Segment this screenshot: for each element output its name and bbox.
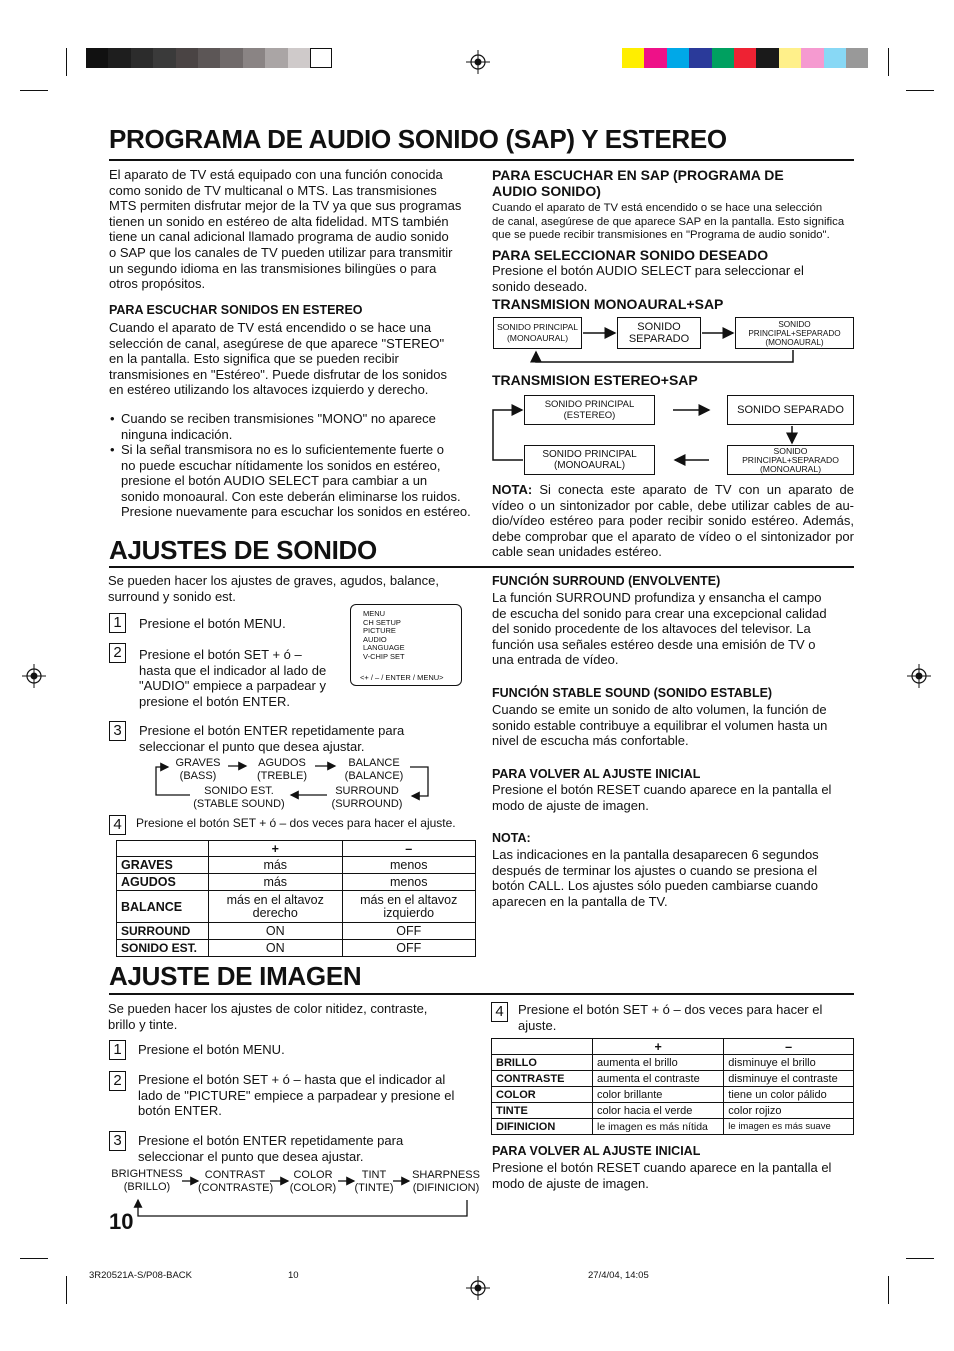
text-line: Presione el botón SET + ó – hasta que el indicador al [138,1072,446,1087]
text-line: vídeo o un sintonizador por cable, debe utilizar cables de au- [492,497,854,513]
row-label: GRAVES [117,857,209,874]
text-line: PRINCIPAL+SEPARADO [748,328,841,338]
text-line: hasta que el indicador al lado de [139,662,327,678]
row-label: DIFINICION [492,1119,593,1135]
text-line: ajuste. [518,1017,557,1033]
text-line: menos [389,874,428,889]
color-swatch [198,48,220,68]
text-line: OFF [396,923,422,938]
text-line: seleccionar el punto que desea ajustar. [138,1148,364,1164]
text-line: Si conecta este aparato de TV con un aparato de [539,482,854,497]
text-line: más en el altavoz [226,892,324,907]
text-line: "AUDIO" empiece a parpadear y [139,678,326,694]
table-cell [117,841,209,857]
text-line: modo de ajuste de imagen. [492,797,649,813]
text-line: (STABLE SOUND) [193,798,285,810]
color-swatch [265,48,287,68]
text-line: en la pantalla. Esto significa que se pueden recibir [109,351,399,367]
color-swatch [153,48,175,68]
table-row [492,1087,854,1103]
flow-arrows [480,390,860,490]
reset-heading: PARA VOLVER AL AJUSTE INICIAL [492,1144,701,1158]
color-swatch [176,48,198,68]
step-number: 2 [109,643,126,663]
row-label: TINTE [492,1103,593,1119]
stable-text [492,702,857,749]
text-line: Se pueden hacer los ajustes de color nitidez, contraste, [108,1001,428,1016]
text-line: El aparato de TV está equipado con una función conocida [109,167,443,182]
color-swatch [779,48,801,68]
color-swatch [220,48,242,68]
text-line: no puede escuchar nítidamente los sonidos en estéreo, [121,457,441,473]
text-line: nivel de escucha más confortable. [492,733,689,749]
crop-mark [906,1258,934,1259]
text-line: AGUDOS [258,757,306,769]
table-header-minus: – [342,841,476,857]
text-line: debe comprobar que el aparato de vídeo o el sintonizador por [492,528,854,544]
text-line: ninguna indicación. [121,426,233,442]
cell-plus [209,891,343,923]
bullet-mono [121,411,481,442]
text-line: CONTRAST [204,1169,266,1181]
flow-arrows [150,755,440,805]
step-text [138,1133,403,1164]
cell-minus: le imagen es más suave [724,1119,854,1135]
text-line: botón ENTER. [138,1103,222,1119]
color-swatch [310,48,332,68]
text-line: que se puede recibir transmisiones en "Programa de audio sonido". [492,229,830,242]
text-line: Presione nuevamente para escuchar los sonidos en estéreo. [121,504,471,520]
text-line: MTS permiten disfrutar mejor de la TV ya que sus programas [109,198,462,214]
text-line: SONIDO SEPARADO [737,403,844,416]
menu-footer: <+ / – / ENTER / MENU> [360,672,444,682]
section-title-sap: PROGRAMA DE AUDIO SONIDO (SAP) Y ESTEREO [109,124,727,154]
row-label: COLOR [492,1087,593,1103]
menu-line: LANGUAGE [363,643,405,653]
cell-plus [209,874,343,891]
row-label: BALANCE [117,891,209,923]
text-line: sonido estable contribuye a equilibrar el volumen hasta un [492,717,828,733]
crop-mark [20,1258,48,1259]
text-line: transmisiones en "Estéreo". Puede disfrutar de los sonidos [109,366,448,382]
text-line: como sonido de TV multicanal o MTS. Las transmisiones [109,182,437,198]
text-line: una entrada de vídeo. [492,652,619,668]
section-title-picture: AJUSTE DE IMAGEN [109,961,362,991]
text-line: ON [265,940,285,955]
text-line: (MONOAURAL) [759,463,822,474]
cell-plus: le imagen es más nítida [593,1119,724,1135]
text-line: del sonido procedente de los altavoces del televisor. La [492,621,811,637]
text-line: botón CALL. Los ajustes sólo pueden cambiarse cuando [492,878,818,894]
section-title-sound: AJUSTES DE SONIDO [109,535,377,565]
menu-line: V-CHIP SET [363,651,405,661]
mono-sap-heading: TRANSMISION MONOAURAL+SAP [492,296,724,312]
footer-page: 10 [288,1270,299,1281]
crop-mark [888,1276,889,1304]
reset-heading: PARA VOLVER AL AJUSTE INICIAL [492,767,701,781]
text-line: Presione el botón AUDIO SELECT para seleccionar el [492,263,804,278]
text-line: (MONOAURAL) [506,333,569,343]
text-line: (BALANCE) [344,770,404,782]
row-label: BRILLO [492,1055,593,1071]
text-line: aparecen en la pantalla de TV. [492,893,668,909]
text-line: Presione el botón SET + ó – dos veces para hacer el [518,1002,823,1017]
sap-intro [109,167,479,292]
row-label: SONIDO EST. [117,940,209,957]
text-line: Presione el botón ENTER repetidamente para [139,723,405,738]
text-line: (SURROUND) [331,798,403,810]
step-text [139,723,404,754]
text-line: (COLOR) [289,1182,337,1194]
registration-mark-icon [466,50,490,74]
row-label: AGUDOS [117,874,209,891]
text-line: BRIGHTNESS [111,1168,183,1180]
stereo-sap-heading: TRANSMISION ESTEREO+SAP [492,372,698,388]
color-swatch [243,48,265,68]
cell-minus [342,891,476,923]
row-label: SURROUND [117,923,209,940]
text-line: modo de ajuste de imagen. [492,1175,649,1191]
cell-minus: color rojizo [724,1103,854,1119]
text-line: Presione el botón RESET cuando aparece en la pantalla el [492,1160,832,1175]
cell-plus [209,940,343,957]
step-text: Presione el botón MENU. [138,1042,285,1057]
crop-mark [906,90,934,91]
color-swatch [712,48,734,68]
text-line: (MONOAURAL) [553,460,626,471]
text-line: otros propósitos. [109,276,206,292]
nota-heading: NOTA: [492,831,531,845]
surround-heading: FUNCIÓN SURROUND (ENVOLVENTE) [492,574,721,588]
crop-mark [20,90,48,91]
text-line: SONIDO PRINCIPAL [496,322,579,332]
select-text [492,263,852,294]
color-swatch [667,48,689,68]
text-line: sonido deseado. [492,278,588,294]
color-swatch [824,48,846,68]
text-line: SONIDO [778,319,811,329]
text-line: Presione el botón ENTER repetidamente para [138,1133,404,1148]
text-line: SONIDO EST. [204,785,274,797]
table-row [492,1103,854,1119]
reset-text [492,1160,857,1191]
cell-plus: color brillante [593,1087,724,1103]
color-swatch [846,48,868,68]
text-line: Presione el botón RESET cuando aparece en la pantalla el [492,782,832,797]
picture-intro [108,1001,478,1032]
bullet-icon: • [110,442,115,457]
table-row [117,857,476,874]
text-line: GRAVES [175,757,221,769]
step-text: Presione el botón MENU. [139,616,286,631]
text-line: (ESTEREO) [563,410,616,421]
menu-line: PICTURE [363,626,396,636]
step-text [139,647,349,709]
cell-minus [342,874,476,891]
text-line: de escucha del sonido para crear una excepcional calidad [492,605,827,621]
text-line: tiene un canal adicional llamado programa de audio sonido [109,229,449,245]
table-row [117,923,476,940]
text-line: BALANCE [348,757,400,769]
step-number: 4 [491,1002,508,1022]
text-line: PRINCIPAL+SEPARADO [742,454,839,465]
stable-heading: FUNCIÓN STABLE SOUND (SONIDO ESTABLE) [492,686,773,700]
color-swatch [734,48,756,68]
cell-minus: disminuye el contraste [724,1071,854,1087]
text-line: seleccionar el punto que desea ajustar. [139,738,365,754]
sound-adjust-table [116,840,476,957]
text-line: (CONTRASTE) [198,1182,274,1194]
text-line: Presione el botón SET + ó – [139,647,302,662]
text-line: COLOR [293,1169,333,1181]
text-line: brillo y tinte. [108,1016,178,1032]
text-line: derecho [252,905,298,920]
footer-code: 3R20521A-S/P08-BACK [89,1270,192,1281]
text-line: Se pueden hacer los ajustes de graves, agudos, balance, [108,573,440,588]
table-row [492,1071,854,1087]
crop-mark [66,48,67,76]
crop-mark [66,1276,67,1304]
text-line: SHARPNESS [412,1169,480,1181]
text-line: más en el altavoz [360,892,458,907]
sap-note [492,482,854,560]
text-line: TINT [361,1169,387,1181]
text-line: un segundo idioma en las transmisiones bilingües o para [109,260,437,276]
table-header-minus: – [724,1039,854,1055]
color-swatch [288,48,310,68]
text-line: (DIFINICION) [412,1182,480,1194]
cell-minus: disminuye el brillo [724,1055,854,1071]
row-label: CONTRASTE [492,1071,593,1087]
text-line: más [263,874,288,889]
text-line: tienen un sonido en estéreo de alta fidelidad. MTS también [109,213,449,229]
text-line: función usa señales estéreo desde una emisión de TV o [492,636,816,652]
cell-plus: aumenta el contraste [593,1071,724,1087]
cell-plus [209,857,343,874]
text-line: SONIDO [637,321,681,333]
color-swatch [801,48,823,68]
tv-menu-osd [350,604,462,686]
registration-mark-icon [907,664,931,688]
text-line: presione el botón AUDIO SELECT para cambiar a un [121,473,428,489]
divider [109,993,854,995]
text-line: Cuando el aparato de TV está encendido o se hace una [109,320,432,335]
step-number: 3 [109,721,126,741]
text-line: SURROUND [335,785,399,797]
color-swatch [689,48,711,68]
text-line: Cuando se reciben transmisiones "MONO" no aparece [121,411,436,426]
crop-mark [888,48,889,76]
step-text [518,1002,822,1033]
text-line: ON [265,923,285,938]
color-swatch [131,48,153,68]
color-swatch [86,48,108,68]
step-text [138,1072,478,1119]
text-line: (MONOAURAL) [765,337,824,347]
reset-text [492,782,857,813]
text-line: surround y sonido est. [108,588,236,604]
registration-mark-icon [466,1276,490,1300]
text-line: o SAP que los canales de TV pueden utilizar para transmitir [109,244,453,260]
select-heading: PARA SELECCIONAR SONIDO DESEADO [492,247,769,263]
menu-line: MENU [363,609,386,618]
text-line: más [263,857,288,872]
text-line: cable sean unidades estéreo. [492,544,662,560]
cell-plus: color hacia el verde [593,1103,724,1119]
step-number: 2 [109,1071,126,1091]
table-row [117,891,476,923]
sound-intro [108,573,478,604]
text-line: (BASS) [179,770,217,782]
text-line: AUDIO SONIDO) [492,183,601,199]
nota-text [492,847,857,909]
stereo-text [109,320,479,398]
text-line: sonido monoaural. Con este deberán eliminarse los ruidos. [121,488,461,504]
step-text: Presione el botón SET + ó – dos veces para hacer el ajuste. [136,816,456,830]
sap-text [492,202,857,243]
registration-mark-icon [22,664,46,688]
text-line: SONIDO PRINCIPAL [544,399,635,410]
step-number: 1 [109,1040,126,1060]
text-line: Las indicaciones en la pantalla desaparecen 6 segundos [492,847,819,862]
text-line: Cuando se emite un sonido de alto volumen, la función de [492,702,827,717]
text-line: (BRILLO) [123,1181,171,1193]
cell-minus [342,857,476,874]
table-row [492,1055,854,1071]
table-header-plus: + [209,841,343,857]
text-line: OFF [396,940,422,955]
table-cell [492,1039,593,1055]
step-number: 4 [109,815,126,835]
note-label: NOTA: [492,482,533,497]
text-line: en estéreo utilizando los altavoces izquierdo y derecho. [109,382,429,398]
text-line: dio/vídeo estéreo para poder recibir sonido estéreo. Además, [492,513,854,529]
color-swatch [622,48,644,68]
text-line: Si la señal transmisora no es lo suficientemente fuerte o [121,442,445,457]
divider [109,159,854,161]
text-line: La función SURROUND profundiza y ensancha el campo [492,590,822,605]
cell-minus [342,940,476,957]
color-swatch [108,48,130,68]
text-line: PARA ESCUCHAR EN SAP (PROGRAMA DE [492,167,784,183]
cell-plus [209,923,343,940]
text-line: SONIDO [773,445,808,456]
bullet-weak-signal [121,442,481,520]
text-line: SEPARADO [628,333,690,345]
flow-arrows [480,310,860,370]
color-swatch [644,48,666,68]
table-row [117,940,476,957]
cell-minus [342,923,476,940]
bullet-icon: • [110,411,115,426]
menu-line: CH SETUP [363,617,401,627]
text-line: presione el botón ENTER. [139,693,291,709]
divider [109,566,854,568]
step-number: 3 [109,1131,126,1151]
text-line: SONIDO PRINCIPAL [542,449,637,460]
flow-arrows [130,1170,480,1220]
text-line: selección de canal, asegúrese de que aparece "STEREO" [109,335,445,351]
cell-minus: tiene un color pálido [724,1087,854,1103]
text-line: (TINTE) [354,1182,394,1194]
table-header-plus: + [593,1039,724,1055]
text-line: menos [389,857,428,872]
text-line: izquierdo [383,905,435,920]
cell-plus: aumenta el brillo [593,1055,724,1071]
text-line: después de terminar los ajustes o cuando se presiona el [492,862,818,878]
table-row [117,874,476,891]
text-line: Cuando el aparato de TV está encendido o se hace una selección [492,202,823,214]
text-line: lado de "PICTURE" empiece a parpadear y presione el [138,1087,455,1103]
footer-date: 27/4/04, 14:05 [588,1270,649,1281]
sap-heading [492,167,852,199]
color-swatch [756,48,778,68]
table-row [492,1119,854,1135]
surround-text [492,590,857,668]
step-number: 1 [109,613,126,633]
text-line: de canal, asegúrese de que aparece SAP en la pantalla. Esto significa [492,215,845,228]
stereo-heading: PARA ESCUCHAR SONIDOS EN ESTEREO [109,303,363,317]
text-line: (TREBLE) [256,770,308,782]
picture-adjust-table [491,1038,854,1135]
menu-line: AUDIO [363,634,387,644]
page-number: 10 [109,1209,134,1234]
